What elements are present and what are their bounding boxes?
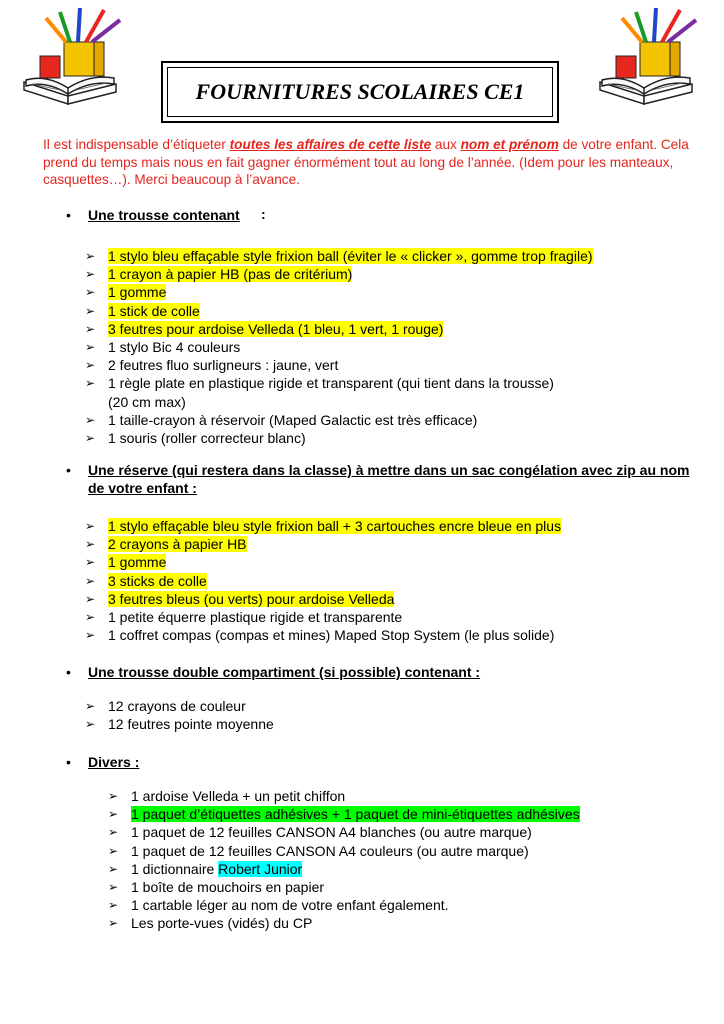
list-item [108, 914, 696, 932]
section-heading-text: Une trousse double compartiment (si possible) contenant : [88, 664, 481, 680]
list-item [108, 805, 696, 823]
list-item [108, 860, 696, 878]
list-item [85, 608, 696, 626]
section-trousse [66, 206, 696, 447]
bullet-icon: • [66, 664, 71, 680]
intro-emphasis: toutes les affaires de cette liste [229, 137, 432, 152]
list-item-text: 12 feutres pointe moyenne [108, 716, 274, 733]
section-trousse-double [66, 663, 696, 733]
arrow-icon: ➢ [85, 610, 96, 625]
list-item-text: 1 stylo effaçable bleu style frixion ball + 3 cartouches encre bleue en plus [108, 518, 562, 534]
list-item [85, 590, 696, 608]
section-heading-text: Divers : [88, 754, 140, 770]
list-item-text: 1 gomme [108, 284, 167, 301]
section-heading-text: Une réserve (qui restera dans la classe) à mettre dans un sac congélation avec zip au nom de votre enfant : [88, 462, 690, 496]
list-item [85, 553, 696, 571]
intro-emphasis: nom et prénom [460, 137, 559, 152]
arrow-icon: ➢ [85, 591, 96, 606]
list-item [108, 842, 696, 860]
arrow-icon: ➢ [85, 717, 96, 732]
arrow-icon: ➢ [85, 412, 96, 427]
list-item [108, 878, 696, 896]
section-heading [66, 206, 696, 224]
bullet-icon: • [66, 207, 71, 223]
list-item-text: 1 boîte de mouchoirs en papier [131, 879, 325, 896]
list-item-text: 1 stick de colle [108, 302, 200, 319]
section-divers [66, 753, 696, 933]
list-item-text: 1 taille-crayon à réservoir (Maped Galactic est très efficace) [108, 411, 478, 428]
arrow-icon: ➢ [108, 807, 119, 822]
arrow-icon: ➢ [85, 537, 96, 552]
arrow-icon: ➢ [85, 573, 96, 588]
list-item [108, 823, 696, 841]
list-item-text: 1 paquet de 12 feuilles CANSON A4 blanches (ou autre marque) [131, 824, 532, 841]
school-supplies-clipart [596, 4, 714, 112]
list-item-text: 1 règle plate en plastique rigide et transparent (qui tient dans la trousse) [108, 375, 554, 392]
list-item-text: 1 paquet d’étiquettes adhésives + 1 paquet de mini-étiquettes adhésives [131, 806, 580, 823]
list-item [85, 320, 696, 338]
item-list [85, 517, 696, 644]
list-item [85, 626, 696, 644]
arrow-icon: ➢ [85, 285, 96, 300]
arrow-icon: ➢ [85, 303, 96, 318]
arrow-icon: ➢ [85, 358, 96, 373]
list-item-text: 1 coffret compas (compas et mines) Maped Stop System (le plus solide) [108, 627, 555, 644]
list-item [85, 302, 696, 320]
section-heading-text: Une trousse contenant [88, 207, 240, 223]
arrow-icon: ➢ [85, 376, 96, 391]
list-item [85, 411, 696, 429]
list-item-highlight: Robert Junior [218, 860, 303, 877]
list-item-text: 1 dictionnaire [131, 860, 219, 877]
intro-text: aux [431, 137, 461, 152]
list-item-text: Les porte-vues (vidés) du CP [131, 915, 313, 932]
list-item-text: 1 petite équerre plastique rigide et transparente [108, 609, 403, 626]
item-list [85, 697, 696, 733]
list-item-text: 1 stylo Bic 4 couleurs [108, 339, 241, 356]
arrow-icon: ➢ [108, 843, 119, 858]
arrow-icon: ➢ [85, 699, 96, 713]
arrow-icon: ➢ [108, 916, 119, 931]
list-item [85, 247, 696, 265]
list-item [85, 338, 696, 356]
list-item-text: 2 feutres fluo surligneurs : jaune, vert [108, 357, 339, 374]
list-item-text: 1 paquet de 12 feuilles CANSON A4 couleurs (ou autre marque) [131, 842, 529, 859]
list-item-text: 1 cartable léger au nom de votre enfant également. [131, 897, 449, 914]
arrow-icon: ➢ [108, 861, 119, 876]
arrow-icon: ➢ [108, 825, 119, 840]
list-item-text: 1 souris (roller correcteur blanc) [108, 430, 306, 447]
list-item-text: 3 sticks de colle [108, 572, 207, 589]
title-frame [161, 61, 559, 123]
arrow-icon: ➢ [85, 249, 96, 263]
section-reserve [66, 461, 696, 644]
arrow-icon: ➢ [85, 628, 96, 643]
arrow-icon: ➢ [108, 898, 119, 913]
item-list [108, 787, 696, 933]
section-heading [66, 461, 696, 497]
list-item [85, 265, 696, 283]
arrow-icon: ➢ [85, 519, 96, 533]
arrow-icon: ➢ [85, 321, 96, 336]
list-item [108, 787, 696, 805]
intro-text: de votre enfant. Cela prend du temps mais nous en fait gagner énormément tout au long de l’année. (Idem pour les manteaux, casquettes…). Merci beaucoup à l’avance. [43, 137, 689, 187]
list-item-text: 1 stylo bleu effaçable style frixion ball (éviter le « clicker », gomme trop fragile) [108, 248, 593, 264]
list-item [85, 697, 696, 715]
section-heading-suffix: : [261, 206, 266, 222]
list-item-text: 3 feutres pour ardoise Velleda (1 bleu, 1 vert, 1 rouge) [108, 320, 444, 337]
arrow-icon: ➢ [108, 789, 119, 803]
bullet-icon: • [66, 754, 71, 770]
list-item-text: 1 gomme [108, 554, 167, 571]
list-item [85, 572, 696, 590]
list-item-text: (20 cm max) [108, 393, 186, 410]
section-heading [66, 753, 696, 771]
arrow-icon: ➢ [85, 340, 96, 355]
list-item [85, 535, 696, 553]
intro-text: Il est indispensable d’étiqueter [43, 137, 230, 152]
page-title: FOURNITURES SCOLAIRES CE1 [167, 67, 553, 117]
list-item [85, 517, 696, 535]
section-heading [66, 663, 696, 681]
bullet-icon: • [66, 462, 71, 478]
list-item [85, 283, 696, 301]
list-item [85, 429, 696, 447]
list-item-text: 2 crayons à papier HB [108, 536, 247, 553]
list-item [108, 896, 696, 914]
list-item [85, 356, 696, 374]
intro-paragraph [43, 136, 693, 189]
school-supplies-clipart [20, 4, 138, 112]
list-item-text: 3 feutres bleus (ou verts) pour ardoise Velleda [108, 590, 395, 607]
arrow-icon: ➢ [108, 880, 119, 895]
item-list [85, 247, 696, 447]
list-item-text: 12 crayons de couleur [108, 698, 246, 714]
list-item-text: 1 ardoise Velleda + un petit chiffon [131, 788, 346, 804]
list-item-continuation [85, 393, 696, 411]
list-item [85, 374, 696, 392]
arrow-icon: ➢ [85, 555, 96, 570]
arrow-icon: ➢ [85, 431, 96, 446]
list-item [85, 715, 696, 733]
list-item-text: 1 crayon à papier HB (pas de critérium) [108, 266, 353, 283]
arrow-icon: ➢ [85, 267, 96, 282]
